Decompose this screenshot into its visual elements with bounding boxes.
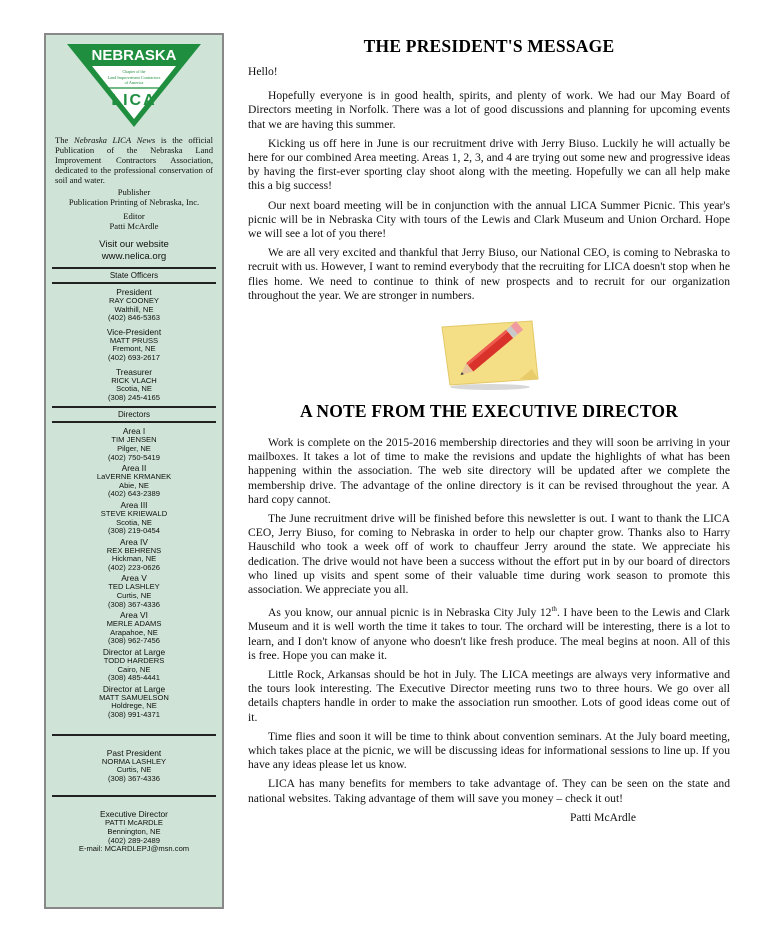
- divider: [52, 421, 216, 423]
- person-phone: (402) 223-0626: [108, 562, 160, 572]
- person-name: MATT PRUSS: [109, 335, 159, 345]
- paragraph: Hopefully everyone is in good health, spirits, and plenty of work. We had our May Board of Directors meeting in Norfolk. There was a lot of good discussions and planning for upcoming events that we are having this summer.: [248, 89, 730, 131]
- person-name: PATTI McARDLE: [105, 818, 163, 828]
- person-email[interactable]: E-mail: MCARDLEPJ@msn.com: [78, 844, 190, 854]
- paragraph: Our next board meeting will be in conjunction with the annual LICA Summer Picnic. This year's picnic will be in Nebraska City with tours of the Lewis and Clark Museum and Union Orchard. Hope we will see a lot of you there!: [248, 198, 730, 241]
- person-city: Bennington, NE: [107, 826, 161, 836]
- editor-name: Patti McArdle: [109, 221, 159, 231]
- main-content: [248, 36, 730, 825]
- person-phone: (308) 367-4336: [108, 773, 160, 783]
- person-city: Holdrege, NE: [111, 701, 157, 711]
- logo-bottom-text: LICA: [111, 92, 157, 109]
- paragraph: As you know, our annual picnic is in Nebraska City July 12th. I have been to the Lewis and Clark Museum and it is well worth the time it takes to tour. The orchard will be interesting, there is a lot to learn, and I don't know of anyone who doesn't like fresh produce. The meal begins at noon. All of this is free. Hope you can make it.: [248, 605, 730, 662]
- person-phone: (402) 846-5363: [108, 313, 160, 323]
- person-phone: (308) 367-4336: [108, 599, 160, 609]
- logo-assoc-line2: of America: [124, 80, 144, 85]
- person-name: STEVE KRIEWALD: [100, 508, 168, 518]
- person-phone: (402) 289-2489: [108, 835, 160, 845]
- person-block: [46, 463, 222, 499]
- presidents-message-body: [248, 89, 730, 303]
- divider: [52, 734, 216, 736]
- logo-top-text: NEBRASKA: [91, 47, 177, 64]
- person-block: [46, 573, 222, 609]
- person-name: RAY COONEY: [109, 296, 159, 305]
- person-role: Area I: [122, 426, 146, 437]
- person-name: TED LASHLEY: [108, 582, 160, 592]
- person-block: [46, 537, 222, 573]
- person-role: Director at Large: [102, 683, 166, 694]
- paragraph: Work is complete on the 2015-2016 membership directories and they will soon be arriving in your mailboxes. It takes a lot of time to make the revisions and update the highlights of what has been happening within the association. The web site directory will be updated after we complete the membership drive. The advantage of the online directory is it can be revised throughout the year. A hard copy cannot.: [248, 436, 730, 506]
- person-block: [46, 367, 222, 403]
- newsletter-name: Nebraska LICA News: [73, 135, 156, 145]
- logo-chapter-line: Chapter of the: [122, 69, 146, 74]
- executive-note-body-continued: [248, 668, 730, 806]
- person-role: Executive Director: [100, 809, 168, 820]
- state-officers-label: State Officers: [109, 271, 159, 280]
- paragraph: Time flies and soon it will be time to think about convention seminars. At the July board meeting, which takes place at the picnic, we will be discussing ideas for informational sessions to line up. If you have any ideas please let us know.: [248, 729, 730, 772]
- person-phone: (402) 750-5419: [108, 452, 160, 462]
- person-name: TIM JENSEN: [111, 435, 157, 445]
- editor-label: Editor: [123, 211, 145, 221]
- website-url[interactable]: www.nelica.org: [101, 251, 167, 262]
- person-city: Curtis, NE: [116, 765, 152, 775]
- person-city: Arapahoe, NE: [110, 627, 158, 637]
- person-name: MATT SAMUELSON: [99, 692, 169, 702]
- person-name: LaVERNE KRMANEK: [96, 472, 172, 482]
- signature: Patti McArdle: [570, 810, 637, 824]
- officers-list: [46, 287, 222, 402]
- person-phone: (308) 962-7456: [108, 636, 160, 646]
- person-city: Curtis, NE: [116, 591, 152, 601]
- person-city: Abie, NE: [119, 480, 149, 490]
- person-role: Director at Large: [102, 647, 166, 658]
- person-city: Fremont, NE: [112, 344, 156, 354]
- person-role: Treasurer: [116, 366, 152, 377]
- official-publication-text: The Nebraska LICA News is the official Publication of the Nebraska Land Improvement Contractors Association, dedicated to the professional conservation of soil and water.: [55, 135, 213, 185]
- divider: [52, 795, 216, 797]
- paragraph: Kicking us off here in June is our recruitment drive with Jerry Biuso. Luckily he will actually be here for our combined Area meeting. Areas 1, 2, 3, and 4 are trying out some new and progressive ideas by having the first-ever sporting clay shoot along with the meeting. Hopefully we can all help make this a big success!: [248, 136, 730, 193]
- person-role: Vice-President: [106, 326, 162, 337]
- person-city: Scotia, NE: [116, 384, 152, 394]
- paragraph: We are all very excited and thankful that Jerry Biuso, our National CEO, is coming to Nebraska to recruit with us. However, I want to remind everybody that the recruiting for LICA doesn't stop when he flies home. We need to continue to think of new prospects and to recruit for our organization throughout the year. We are stronger in numbers.: [248, 246, 730, 302]
- pencil-on-sticky-note-icon: [434, 313, 544, 391]
- greeting: Hello!: [248, 65, 278, 78]
- person-name: TODD HARDERS: [103, 656, 165, 666]
- person-phone: (308) 991-4371: [108, 710, 160, 719]
- directors-list: [46, 426, 222, 719]
- website-label: Visit our website: [99, 239, 169, 250]
- person-phone: (308) 245-4165: [108, 392, 160, 402]
- person-city: Hickman, NE: [111, 554, 157, 564]
- executive-note-body: [248, 436, 730, 597]
- paragraph: Little Rock, Arkansas should be hot in July. The LICA meetings are always very informative and the tours look interesting. The Executive Director meeting runs two to three hours. We go over all details chapters handle in order to make the association run smoother. Lots of good ideas come out of it.: [248, 667, 730, 724]
- person-role: Area III: [120, 499, 148, 510]
- person-name: RICK VLACH: [111, 375, 157, 385]
- person-name: MERLE ADAMS: [106, 619, 162, 629]
- publisher-name: Publication Printing of Nebraska, Inc.: [68, 197, 200, 207]
- person-phone: (402) 643-2389: [108, 489, 160, 499]
- paragraph: The June recruitment drive will be finished before this newsletter is out. I want to thank the LICA CEO, Jerry Biuso, for coming to Nebraska in order to help our chapter grow. Thanks also to Harry Hauschild who took a week off of work to chauffeur Jerry around the state. We appreciate his dedication. The drive would not have been a success without the effort put in by our board of directors who lined up visits and spent some of their valuable time during work season to promote this association. We appreciate you all.: [248, 512, 730, 597]
- person-role: Area VI: [120, 610, 148, 621]
- person-block: [46, 426, 222, 462]
- sidebar: [44, 33, 224, 909]
- person-role: Area V: [121, 573, 147, 584]
- directors-label: Directors: [117, 410, 150, 420]
- person-city: Pilger, NE: [117, 443, 151, 453]
- person-block: [46, 684, 222, 720]
- person-phone: (402) 693-2617: [108, 352, 160, 362]
- person-city: Cairo, NE: [117, 664, 151, 674]
- presidents-message-title: THE PRESIDENT'S MESSAGE: [363, 36, 615, 56]
- person-role: Area II: [121, 463, 147, 474]
- person-block: [46, 287, 222, 323]
- executive-director-note-title: A NOTE FROM THE EXECUTIVE DIRECTOR: [299, 401, 679, 422]
- person-role: Past President: [106, 747, 162, 758]
- person-phone: (308) 219-0454: [108, 526, 160, 536]
- paragraph: LICA has many benefits for members to take advantage of. They can be seen on the state and national websites. Taking advantage of them will save you money – check it out!: [248, 777, 730, 805]
- person-block: [46, 500, 222, 536]
- person-city: Walthill, NE: [114, 304, 154, 314]
- ordinal-suffix: th: [551, 605, 557, 614]
- person-city: Scotia, NE: [116, 517, 152, 527]
- person-block: [46, 327, 222, 363]
- nebraska-lica-logo: [64, 41, 204, 129]
- person-block: [46, 647, 222, 683]
- person-name: NORMA LASHLEY: [101, 756, 167, 766]
- person-name: REX BEHRENS: [106, 545, 162, 555]
- logo-assoc-line1: Land Improvement Contractors: [107, 75, 161, 80]
- past-president-block: [46, 748, 222, 784]
- person-phone: (308) 485-4441: [108, 673, 160, 683]
- person-block: [46, 610, 222, 646]
- publisher-label: Publisher: [117, 187, 151, 197]
- person-role: President: [116, 287, 152, 297]
- person-role: Area IV: [120, 536, 148, 547]
- executive-director-block: [46, 809, 222, 853]
- divider: [52, 282, 216, 284]
